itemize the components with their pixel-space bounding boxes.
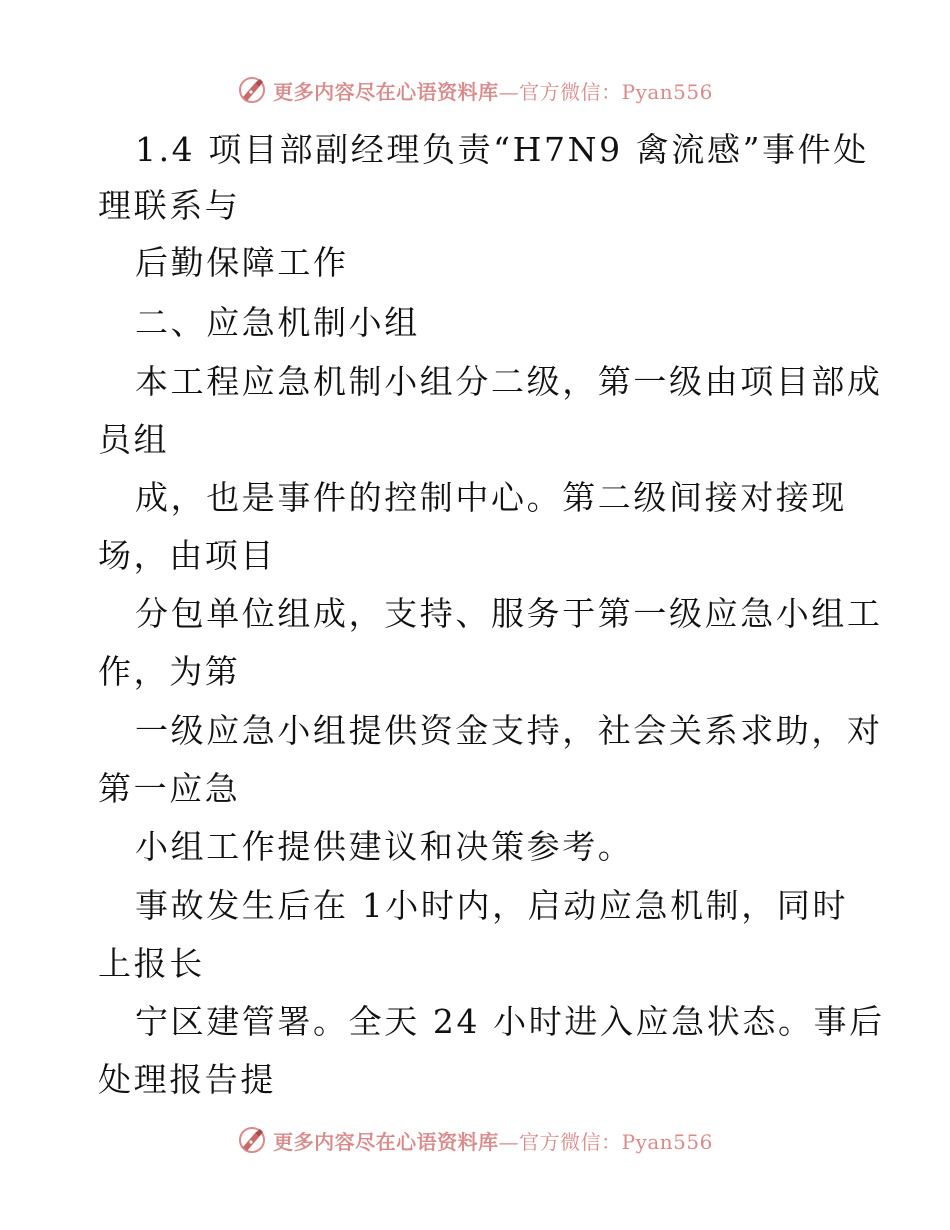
body-line: 1.4 项目部副经理负责“H7N9 禽流感”事件处 (135, 130, 869, 169)
watermark-main-text: 更多内容尽在心语资料库 (273, 79, 499, 104)
body-line: 成，也是事件的控制中心。第二级间接对接现 (135, 478, 847, 517)
body-line: 后勤保障工作 (135, 243, 349, 282)
body-line: 一级应急小组提供资金支持，社会关系求助，对 (135, 711, 883, 750)
section-heading: 二、应急机制小组 (135, 303, 420, 342)
header-watermark (0, 70, 950, 110)
body-line: 事故发生后在 1小时内，启动应急机制，同时 (135, 886, 849, 925)
watermark-wechat-text: 官方微信：Pyan556 (519, 1129, 713, 1154)
body-line: 上报长 (98, 944, 205, 983)
body-line: 本工程应急机制小组分二级，第一级由项目部成 (135, 362, 883, 401)
body-line: 处理报告提 (98, 1060, 276, 1099)
body-line: 宁区建管署。全天 24 小时进入应急状态。事后 (135, 1002, 885, 1041)
watermark-separator: — (498, 1129, 520, 1154)
body-line: 场，由项目 (98, 536, 276, 575)
body-line: 员组 (98, 420, 170, 459)
body-line: 第一应急 (98, 769, 241, 808)
watermark-separator: — (498, 79, 520, 104)
body-line: 分包单位组成，支持、服务于第一级应急小组工 (135, 594, 883, 633)
watermark-wechat-text: 官方微信：Pyan556 (519, 79, 713, 104)
body-line: 作，为第 (98, 652, 241, 691)
pen-nib-circle-icon (237, 1125, 267, 1155)
watermark-main-text: 更多内容尽在心语资料库 (273, 1129, 499, 1154)
body-line: 小组工作提供建议和决策参考。 (135, 827, 634, 866)
pen-nib-circle-icon (237, 75, 267, 105)
body-line: 理联系与 (98, 186, 241, 225)
footer-watermark (0, 1120, 950, 1160)
